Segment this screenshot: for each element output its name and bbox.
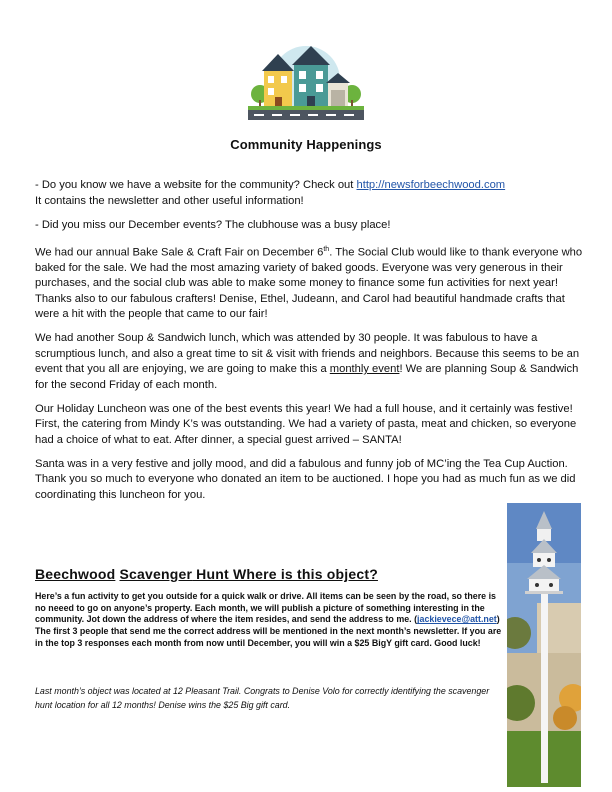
hunt-title-word-1: Beechwood — [35, 566, 116, 582]
hunt-title-rest: Hunt Where is this object? — [192, 566, 378, 582]
website-link[interactable]: http://newsforbeechwood.com — [356, 179, 506, 191]
houses-street-logo-icon — [244, 42, 368, 124]
page-title: Community Happenings — [230, 137, 382, 152]
birdhouse-pole-photo-icon — [507, 503, 581, 787]
soup-paragraph — [35, 331, 587, 393]
monthly-event-text: monthly event — [329, 363, 400, 376]
crafters-text: Thanks also to our fabulous crafters! Denise, Ethel, Judeann, and Carol had beautiful handmade crafts that were a hit with the people that came to our fair! — [35, 292, 565, 321]
hunt-title-word-2: Scavenger — [119, 566, 193, 582]
website-paragraph — [35, 178, 587, 209]
bake-sale-sup: th — [323, 245, 330, 253]
hunt-email-link[interactable]: jackievece@att.net — [417, 614, 497, 625]
december-question: - Did you miss our December events? The clubhouse was a busy place! — [35, 218, 391, 231]
scavenger-hunt-note: Last month’s object was located at 12 Pleasant Trail. Congrats to Denise Volo for correctly identifying the scavenger hunt location for all 12 months! Denise wins the $25 Big gift card. — [35, 686, 490, 710]
bake-sale-paragraph — [35, 242, 587, 323]
scavenger-hunt-title — [35, 566, 378, 582]
hunt-body-2: ) The first 3 people that send me the correct address will be mentioned in the next month’s newsletter. If you are in the top 3 responses each month from now until December, you will win a $25 BigY gift card. Good luck! — [35, 614, 502, 648]
hunt-body-1: Here’s a fun activity to get you outside for a quick walk or drive. All items can be seen by the road, so there is no neeed to go on anyone’s property. Each month, we will publish a picture of something interesting in the community. Jot down the address of where the item resides, and send the address to me. ( — [35, 591, 496, 625]
scavenger-hunt-body — [35, 591, 505, 650]
bake-sale-text-2: . The Social Club would like to thank everyone who baked for the sale. We had the most amazing variety of baked goods. Everyone was very generous in their purchases, and the social club was able to make some money to finance some fun activities for next year! — [35, 246, 583, 290]
soup-text-2: ! We are planning Soup & Sandwich for the second Friday of each month. — [35, 363, 579, 391]
website-prefix: - Do you know we have a website for the community? Check out — [35, 179, 357, 191]
newsletter-body — [35, 178, 587, 512]
santa-paragraph: Santa was in a very festive and jolly mood, and did a fabulous and funny job of MC’ing the Tea Cup Auction. Thank you so much to everyone who donated an item to be auctioned. I hope you had as much fun as we did coordinating this luncheon for you. — [35, 457, 576, 501]
luncheon-paragraph: Our Holiday Luncheon was one of the best events this year! We had a full house, and it certainly was festive! First, the catering from Mindy K’s was outstanding. We had a variety of pasta, meat and chicken, so everyone had a choice of what to eat. After dinner, a special guest arrived – SANTA! — [35, 402, 577, 446]
bake-sale-text-1: We had our annual Bake Sale & Craft Fair on December 6 — [35, 246, 324, 259]
soup-text-1: We had another Soup & Sandwich lunch, which was attended by 30 people. It was fabulous to have a scrumptious lunch, and also a great time to sit & visit with friends and neighbors. Because this seems to be an event that you all are enjoying, we are going to make this a — [35, 332, 580, 376]
website-suffix: It contains the newsletter and other useful information! — [35, 194, 304, 207]
